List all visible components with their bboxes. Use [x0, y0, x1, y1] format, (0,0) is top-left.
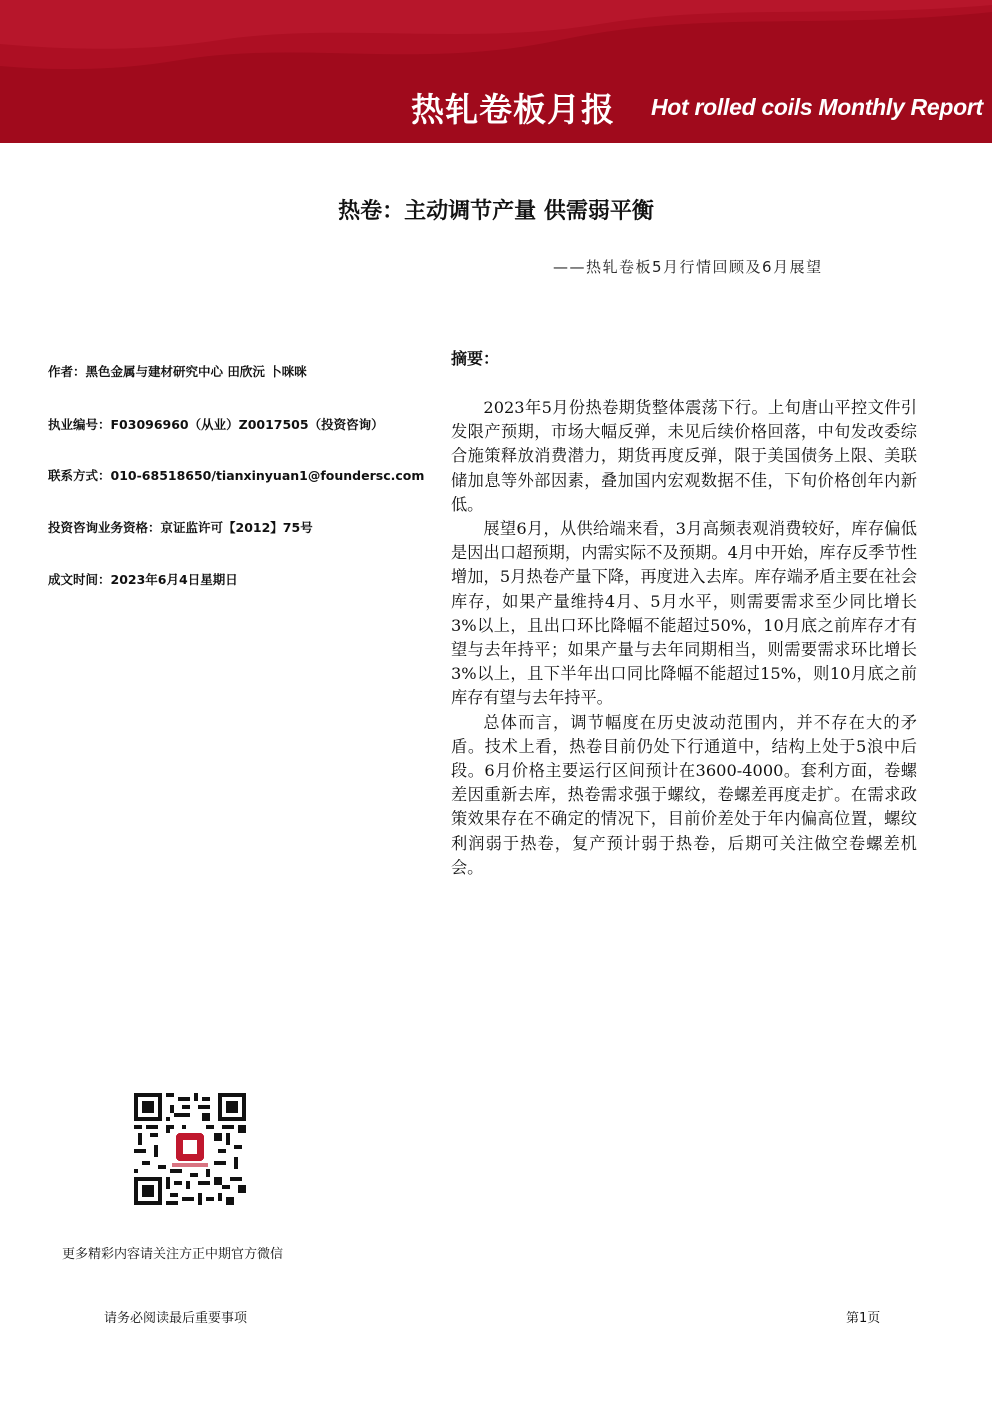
meta-qualification: [48, 518, 313, 536]
meta-qualification-label: 投资咨询业务资格：: [48, 520, 161, 535]
header-banner: [0, 0, 992, 143]
qr-code-icon: [134, 1093, 246, 1205]
meta-license-label: 执业编号：: [48, 417, 111, 432]
qr-caption: 更多精彩内容请关注方正中期官方微信: [62, 1247, 284, 1262]
footer-page-number: 第1页: [846, 1311, 881, 1326]
abstract-paragraph-2: 展望6月，从供给端来看，3月高频表观消费较好，库存偏低是因出口超预期，内需实际不及预期。4月中开始，库存反季节性增加，5月热卷产量下降，再度进入去库。库存端矛盾主要在社会库存，如果产量维持4月、5月水平，则需要需求至少同比增长3%以上，且出口环比降幅不能超过50%，10月底之前库存才有望与去年持平；如果产量与去年同期相当，则需要需求环比增长3%以上，且下半年出口同比降幅不能超过15%，则10月底之前库存有望与去年持平。: [451, 519, 917, 708]
meta-license: [48, 415, 384, 433]
abstract-label: 摘要：: [451, 349, 500, 368]
banner-title-en: Hot rolled coils Monthly Report: [651, 94, 983, 120]
meta-contact-label: 联系方式：: [48, 468, 111, 483]
meta-date-value: 2023年6月4日星期日: [110, 572, 238, 587]
meta-date-label: 成文时间：: [48, 572, 111, 587]
meta-license-value: F03096960（从业）Z0017505（投资咨询）: [110, 417, 384, 432]
footer-notice: 请务必阅读最后重要事项: [104, 1311, 248, 1326]
meta-qualification-value: 京证监许可【2012】75号: [160, 520, 313, 535]
meta-contact-value[interactable]: 010-68518650/tianxinyuan1@foundersc.com: [110, 468, 425, 483]
meta-date: [48, 570, 238, 588]
meta-author: [48, 362, 307, 380]
report-subtitle: ——热轧卷板5月行情回顾及6月展望: [553, 258, 823, 276]
banner-title-cn: 热轧卷板月报: [411, 90, 615, 129]
abstract-body: [451, 396, 917, 880]
meta-author-label: 作者：: [48, 364, 86, 379]
abstract-paragraph-3: 总体而言，调节幅度在历史波动范围内，并不存在大的矛盾。技术上看，热卷目前仍处下行通道中，结构上处于5浪中后段。6月价格主要运行区间预计在3600-4000。套利方面，卷螺差因重新去库，热卷需求强于螺纹，卷螺差再度走扩。在需求政策效果存在不确定的情况下，目前价差处于年内偏高位置，螺纹利润弱于热卷，复产预计弱于热卷，后期可关注做空卷螺差机会。: [451, 712, 917, 877]
meta-contact: [48, 466, 424, 484]
abstract-paragraph-1: 2023年5月份热卷期货整体震荡下行。上旬唐山平控文件引发限产预期，市场大幅反弹，未见后续价格回落，中旬发改委综合施策释放消费潜力，期货再度反弹，限于美国债务上限、美联储加息等外部因素，叠加国内宏观数据不佳，下旬价格创年内新低。: [451, 398, 917, 514]
meta-author-value: 黑色金属与建材研究中心 田欣沅 卜咪咪: [85, 364, 307, 379]
report-title: 热卷：主动调节产量 供需弱平衡: [338, 199, 654, 224]
